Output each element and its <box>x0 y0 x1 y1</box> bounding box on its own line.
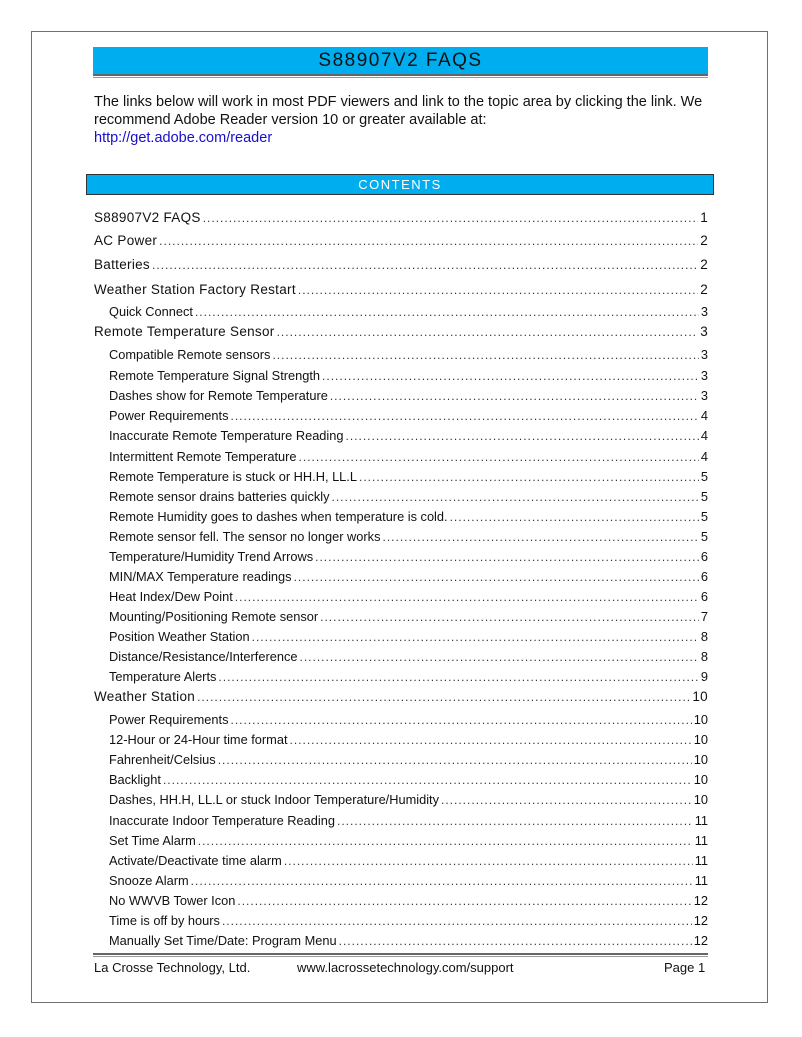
toc-leader-dots <box>450 510 699 524</box>
toc-entry-page: 2 <box>700 282 708 297</box>
toc-entry-page: 12 <box>693 933 708 948</box>
toc-leader-dots <box>203 211 698 225</box>
toc-entry-label: Remote sensor fell. The sensor no longer works <box>109 529 381 544</box>
toc-entry-page: 4 <box>700 408 708 423</box>
toc-entry-label: Remote Temperature Sensor <box>94 324 275 339</box>
toc-entry-page: 3 <box>700 388 708 403</box>
toc-entry-label: Time is off by hours <box>109 913 220 928</box>
toc-entry-label: Weather Station <box>94 689 196 704</box>
toc-entry-label: Intermittent Remote Temperature <box>109 449 297 464</box>
toc-entry-page: 10 <box>693 792 708 807</box>
toc-entry-label: Fahrenheit/Celsius <box>109 752 216 767</box>
toc-entry-page: 11 <box>694 873 708 888</box>
toc-entry-label: Remote sensor drains batteries quickly <box>109 489 330 504</box>
footer-divider-thin <box>93 956 708 957</box>
toc-entry[interactable] <box>94 257 708 275</box>
toc-leader-dots <box>294 570 699 584</box>
toc-entry-page: 7 <box>700 609 708 624</box>
toc-leader-dots <box>332 490 699 504</box>
toc-entry[interactable] <box>109 368 708 386</box>
toc-entry[interactable] <box>109 772 708 790</box>
toc-entry-page: 11 <box>694 853 708 868</box>
adobe-reader-link[interactable]: http://get.adobe.com/reader <box>94 130 273 146</box>
toc-entry-page: 11 <box>694 813 708 828</box>
toc-entry[interactable] <box>109 549 708 567</box>
toc-leader-dots <box>277 325 699 339</box>
toc-leader-dots <box>252 630 699 644</box>
toc-leader-dots <box>299 450 699 464</box>
toc-entry[interactable] <box>109 893 708 911</box>
toc-entry[interactable] <box>109 732 708 750</box>
toc-entry[interactable] <box>94 210 708 228</box>
toc-entry-page: 11 <box>694 833 708 848</box>
toc-entry-label: Inaccurate Indoor Temperature Reading <box>109 813 335 828</box>
toc-leader-dots <box>237 894 691 908</box>
toc-entry-label: Remote Humidity goes to dashes when temperature is cold. <box>109 509 448 524</box>
toc-entry-label: Dashes show for Remote Temperature <box>109 388 328 403</box>
toc-entry[interactable] <box>109 428 708 446</box>
toc-entry[interactable] <box>109 388 708 406</box>
toc-leader-dots <box>218 670 698 684</box>
toc-entry-page: 8 <box>700 629 708 644</box>
toc-entry-page: 3 <box>700 368 708 383</box>
title-divider <box>93 74 708 76</box>
toc-entry[interactable] <box>94 324 708 342</box>
toc-entry-label: Inaccurate Remote Temperature Reading <box>109 428 344 443</box>
toc-entry-page: 5 <box>700 509 708 524</box>
toc-entry[interactable] <box>109 853 708 871</box>
toc-entry-label: Mounting/Positioning Remote sensor <box>109 609 319 624</box>
toc-leader-dots <box>197 690 690 704</box>
toc-entry-page: 9 <box>700 669 708 684</box>
title-divider-thin <box>93 77 708 78</box>
toc-entry-label: Temperature/Humidity Trend Arrows <box>109 549 314 564</box>
toc-entry[interactable] <box>109 489 708 507</box>
toc-entry[interactable] <box>109 609 708 627</box>
toc-entry-page: 5 <box>700 529 708 544</box>
toc-leader-dots <box>382 530 698 544</box>
toc-entry-page: 10 <box>693 732 708 747</box>
toc-leader-dots <box>218 753 692 767</box>
toc-entry[interactable] <box>109 408 708 426</box>
toc-entry-label: Distance/Resistance/Interference <box>109 649 298 664</box>
toc-entry[interactable] <box>109 669 708 687</box>
toc-leader-dots <box>272 348 698 362</box>
toc-leader-dots <box>284 854 693 868</box>
toc-entry[interactable] <box>94 282 708 300</box>
toc-entry-page: 4 <box>700 449 708 464</box>
footer-url[interactable]: www.lacrossetechnology.com/support <box>297 960 514 975</box>
toc-leader-dots <box>163 773 692 787</box>
toc-leader-dots <box>235 590 699 604</box>
toc-entry-label: Backlight <box>109 772 161 787</box>
toc-leader-dots <box>198 834 693 848</box>
toc-entry-page: 3 <box>700 347 708 362</box>
toc-entry-page: 12 <box>693 913 708 928</box>
toc-entry-label: Temperature Alerts <box>109 669 217 684</box>
toc-leader-dots <box>195 305 699 319</box>
toc-entry[interactable] <box>109 449 708 467</box>
toc-leader-dots <box>322 369 699 383</box>
toc-entry-label: Heat Index/Dew Point <box>109 589 233 604</box>
toc-leader-dots <box>346 429 699 443</box>
toc-entry-page: 4 <box>700 428 708 443</box>
footer-company: La Crosse Technology, Ltd. <box>94 960 251 975</box>
toc-leader-dots <box>231 713 692 727</box>
toc-entry-label: Power Requirements <box>109 712 229 727</box>
toc-leader-dots <box>337 814 693 828</box>
toc-leader-dots <box>441 793 692 807</box>
toc-entry-label: Weather Station Factory Restart <box>94 282 296 297</box>
toc-entry[interactable] <box>109 629 708 647</box>
toc-leader-dots <box>339 934 692 948</box>
toc-leader-dots <box>298 283 698 297</box>
toc-entry-label: Snooze Alarm <box>109 873 189 888</box>
toc-entry-page: 2 <box>700 233 708 248</box>
toc-entry[interactable] <box>109 649 708 667</box>
toc-entry-page: 10 <box>692 689 708 704</box>
toc-entry-label: Remote Temperature is stuck or HH.H, LL.L <box>109 469 357 484</box>
toc-entry-page: 10 <box>693 772 708 787</box>
toc-entry[interactable] <box>109 792 708 810</box>
toc-entry[interactable] <box>109 833 708 851</box>
contents-heading: CONTENTS <box>86 174 714 195</box>
footer-divider <box>93 953 708 955</box>
toc-leader-dots <box>290 733 692 747</box>
toc-leader-dots <box>222 914 692 928</box>
intro-paragraph <box>94 93 704 147</box>
toc-entry-page: 2 <box>700 257 708 272</box>
toc-leader-dots <box>191 874 693 888</box>
toc-entry-label: No WWVB Tower Icon <box>109 893 236 908</box>
toc-entry-label: Manually Set Time/Date: Program Menu <box>109 933 337 948</box>
toc-leader-dots <box>320 610 699 624</box>
toc-leader-dots <box>159 234 698 248</box>
toc-entry-page: 3 <box>700 324 708 339</box>
toc-leader-dots <box>330 389 699 403</box>
toc-leader-dots <box>231 409 699 423</box>
toc-entry-page: 10 <box>693 712 708 727</box>
toc-entry-page: 8 <box>700 649 708 664</box>
footer-page-number: Page 1 <box>664 960 706 975</box>
toc-entry-label: Remote Temperature Signal Strength <box>109 368 321 383</box>
toc-entry-label: Dashes, HH.H, LL.L or stuck Indoor Temperature/Humidity <box>109 792 440 807</box>
toc-entry[interactable] <box>109 913 708 931</box>
toc-entry[interactable] <box>109 752 708 770</box>
toc-leader-dots <box>152 258 698 272</box>
toc-entry[interactable] <box>109 933 708 951</box>
document-title: S88907V2 FAQS <box>93 47 708 74</box>
intro-text: The links below will work in most PDF viewers and link to the topic area by clicking the link. We recommend Adobe Reader version 10 or greater available at: <box>94 94 703 128</box>
toc-entry[interactable] <box>109 873 708 891</box>
toc-leader-dots <box>315 550 699 564</box>
toc-leader-dots <box>300 650 699 664</box>
toc-entry-page: 5 <box>700 489 708 504</box>
toc-entry-label: Batteries <box>94 257 150 272</box>
toc-entry-label: Set Time Alarm <box>109 833 196 848</box>
toc-entry-label: S88907V2 FAQS <box>94 210 201 225</box>
toc-entry-label: MIN/MAX Temperature readings <box>109 569 292 584</box>
toc-entry-page: 12 <box>693 893 708 908</box>
toc-entry-label: Position Weather Station <box>109 629 250 644</box>
toc-entry[interactable] <box>109 813 708 831</box>
toc-entry-page: 6 <box>700 569 708 584</box>
toc-entry[interactable] <box>94 233 708 251</box>
toc-entry[interactable] <box>94 689 708 707</box>
toc-entry-label: Compatible Remote sensors <box>109 347 271 362</box>
toc-entry[interactable] <box>109 529 708 547</box>
toc-entry[interactable] <box>109 589 708 607</box>
toc-entry[interactable] <box>109 469 708 487</box>
toc-entry-page: 10 <box>693 752 708 767</box>
toc-entry-label: 12-Hour or 24-Hour time format <box>109 732 288 747</box>
toc-entry-label: Activate/Deactivate time alarm <box>109 853 282 868</box>
toc-entry-page: 5 <box>700 469 708 484</box>
toc-entry[interactable] <box>109 569 708 587</box>
toc-entry[interactable] <box>109 509 708 527</box>
toc-entry-page: 3 <box>700 304 708 319</box>
toc-entry-page: 6 <box>700 589 708 604</box>
toc-leader-dots <box>359 470 699 484</box>
toc-entry-label: Power Requirements <box>109 408 229 423</box>
toc-entry[interactable] <box>109 304 708 322</box>
toc-entry[interactable] <box>109 712 708 730</box>
toc-entry-page: 6 <box>700 549 708 564</box>
toc-entry-page: 1 <box>700 210 708 225</box>
toc-entry-label: Quick Connect <box>109 304 193 319</box>
toc-entry-label: AC Power <box>94 233 158 248</box>
toc-entry[interactable] <box>109 347 708 365</box>
